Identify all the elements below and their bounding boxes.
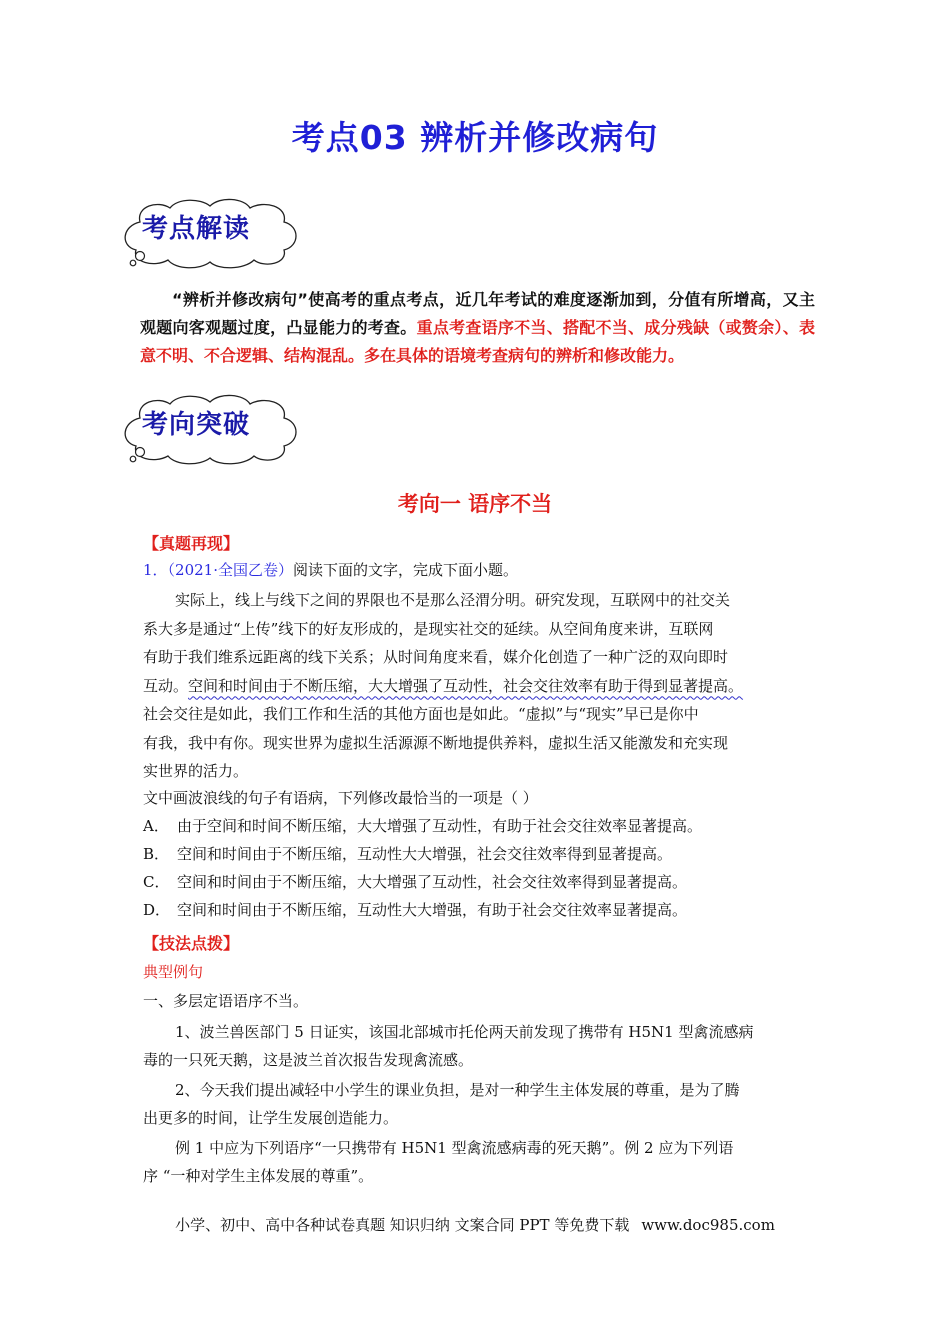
footer-text: 小学、初中、高中各种试卷真题 知识归纳 文案合同 PPT 等免费下载 [175, 1216, 630, 1234]
option-d[interactable] [143, 899, 687, 920]
cloud-callout-kaoxiang [118, 392, 303, 467]
passage-line: 有助于我们维系远距离的线下关系；从时间角度来看，媒介化创造了一种广泛的双向即时 [143, 648, 729, 666]
question-text: 文中画波浪线的句子有语病，下列修改最恰当的一项是（ ） [143, 789, 538, 807]
example-2-line-2: 出更多的时间，让学生发展创造能力。 [143, 1109, 399, 1127]
cloud-callout-kaodian [118, 196, 303, 271]
question-prompt: 阅读下面的文字，完成下面小题。 [293, 561, 519, 579]
passage-line: 系大多是通过“上传”线下的好友形成的，是现实社交的延续。从空间角度来讲，互联网 [143, 619, 714, 638]
reading-passage [143, 586, 815, 786]
passage-line: 实世界的活力。 [143, 762, 249, 780]
explanation-line-1: 例 1 中应为下列语序“一只携带有 H5N1 型禽流感病毒的死天鹅”。例 2 应为下列语 [175, 1139, 734, 1157]
passage-line-with-wavy [143, 672, 815, 701]
passage-line: 有我，我中有你。现实世界为虚拟生活源源不断地提供养料，虚拟生活又能激发和充实现 [143, 733, 729, 752]
passage-line: 社会交往是如此，我们工作和生活的其他方面也是如此。“虚拟”与“现实”早已是你中 [143, 705, 699, 723]
cloud-label: 考点解读 [142, 214, 251, 244]
option-text: 空间和时间由于不断压缩，互动性大大增强，有助于社会交往效率显著提高。 [177, 901, 688, 919]
option-b[interactable] [143, 843, 672, 864]
intro-paragraph [140, 286, 815, 370]
option-letter: A． [143, 817, 169, 835]
example-2-line-1: 2、今天我们提出减轻中小学生的课业负担，是对一种学生主体发展的尊重，是为了腾 [175, 1081, 740, 1099]
zhenti-label: 【真题再现】 [143, 534, 240, 553]
question-number-source: 1．（2021·全国乙卷） [143, 561, 293, 579]
option-a[interactable] [143, 815, 702, 836]
option-c[interactable] [143, 871, 687, 892]
page-footer [0, 1214, 950, 1235]
footer-url[interactable]: www.doc985.com [641, 1216, 775, 1234]
option-letter: C． [143, 873, 170, 891]
option-text: 空间和时间由于不断压缩，互动性大大增强，社会交往效率得到显著提高。 [177, 845, 673, 863]
option-letter: B． [143, 845, 170, 863]
section-heading: 考向一 语序不当 [397, 492, 553, 516]
example-1-line-2: 毒的一只死天鹅，这是波兰首次报告发现禽流感。 [143, 1051, 474, 1069]
option-text: 由于空间和时间不断压缩，大大增强了互动性，有助于社会交往效率显著提高。 [177, 817, 703, 835]
jifa-label: 【技法点拨】 [143, 934, 240, 953]
question-1-stem [143, 559, 518, 580]
option-letter: D． [143, 901, 171, 919]
page-title: 考点03 辨析并修改病句 [291, 118, 659, 157]
explanation-line-2: 序 “一种对学生主体发展的尊重”。 [143, 1167, 374, 1185]
intro-black-text: “辨析并修改病句”使高考的重点考点，近几年考试的难度逐渐加到，分值有所增高，又主观题向客观题过度，凸显能力的考查。 [140, 290, 815, 337]
example-1-line-1: 1、波兰兽医部门 5 日证实，该国北部城市托伦两天前发现了携带有 H5N1 型禽流感病 [175, 1023, 754, 1041]
item-1-heading: 一、多层定语语序不当。 [143, 992, 309, 1010]
passage-line: 实际上，线上与线下之间的界限也不是那么泾渭分明。研究发现，互联网中的社交关 [175, 591, 731, 609]
wavy-underlined-sentence: 空间和时间由于不断压缩，大大增强了互动性，社会交往效率有助于得到显著提高。 [188, 676, 744, 695]
cloud-label: 考向突破 [142, 410, 251, 440]
passage-text: 互动。 [143, 676, 189, 695]
intro-red-text: 重点考查语序不当、搭配不当、成分残缺（或赘余）、表意不明、不合逻辑、结构混乱。多在具体的语境考查病句的辨析和修改能力。 [140, 318, 815, 365]
typical-examples-heading: 典型例句 [143, 963, 204, 981]
option-text: 空间和时间由于不断压缩，大大增强了互动性，社会交往效率得到显著提高。 [177, 873, 688, 891]
